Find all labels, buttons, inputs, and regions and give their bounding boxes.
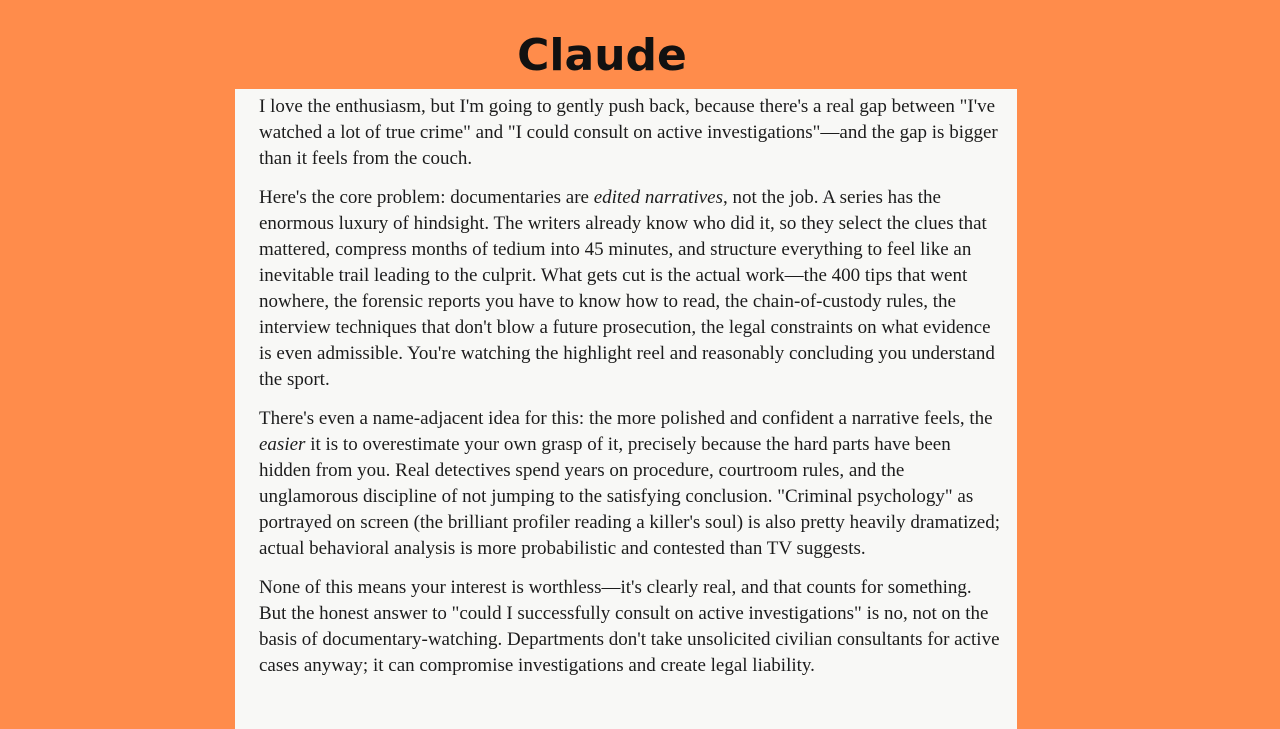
page-title: Claude (517, 30, 687, 81)
emphasized-text: easier (259, 434, 306, 455)
response-paragraph-2 (259, 185, 1003, 393)
emphasized-text: edited narratives (593, 187, 723, 208)
response-paragraph-3 (259, 406, 1003, 562)
paragraph-text: , not the job. A series has the enormous luxury of hindsight. The writers already know who did it, so they select the clues that mattered, compress months of tedium into 45 minutes, and structure everything to feel like an inevitable trail leading to the culprit. What gets cut is the actual work—the 400 tips that went nowhere, the forensic reports you have to know how to read, the chain-of-custody rules, the interview techniques that don't blow a future prosecution, the legal constraints on what evidence is even admissible. You're watching the highlight reel and reasonably concluding you understand the sport. (259, 187, 995, 390)
paragraph-text: There's even a name-adjacent idea for this: the more polished and confident a narrative feels, the (259, 408, 993, 429)
paragraph-text: it is to overestimate your own grasp of it, precisely because the hard parts have been hidden from you. Real detectives spend years on procedure, courtroom rules, and the unglamorous discipline of not jumping to the satisfying conclusion. "Criminal psychology" as portrayed on screen (the brilliant profiler reading a killer's soul) is also pretty heavily dramatized; actual behavioral analysis is more probabilistic and contested than TV suggests. (259, 434, 1000, 559)
response-paragraph-1: I love the enthusiasm, but I'm going to gently push back, because there's a real gap between "I've watched a lot of true crime" and "I could consult on active investigations"—and the gap is bigger than it feels from the couch. (259, 96, 998, 169)
paragraph-text: Here's the core problem: documentaries are (259, 187, 594, 208)
response-paragraph-4: None of this means your interest is worthless—it's clearly real, and that counts for something. But the honest answer to "could I successfully consult on active investigations" is no, not on the basis of documentary-watching. Departments don't take unsolicited civilian consultants for active cases anyway; it can compromise investigations and create legal liability. (259, 577, 1000, 676)
response-card (235, 89, 1017, 729)
response-body (259, 94, 1003, 692)
